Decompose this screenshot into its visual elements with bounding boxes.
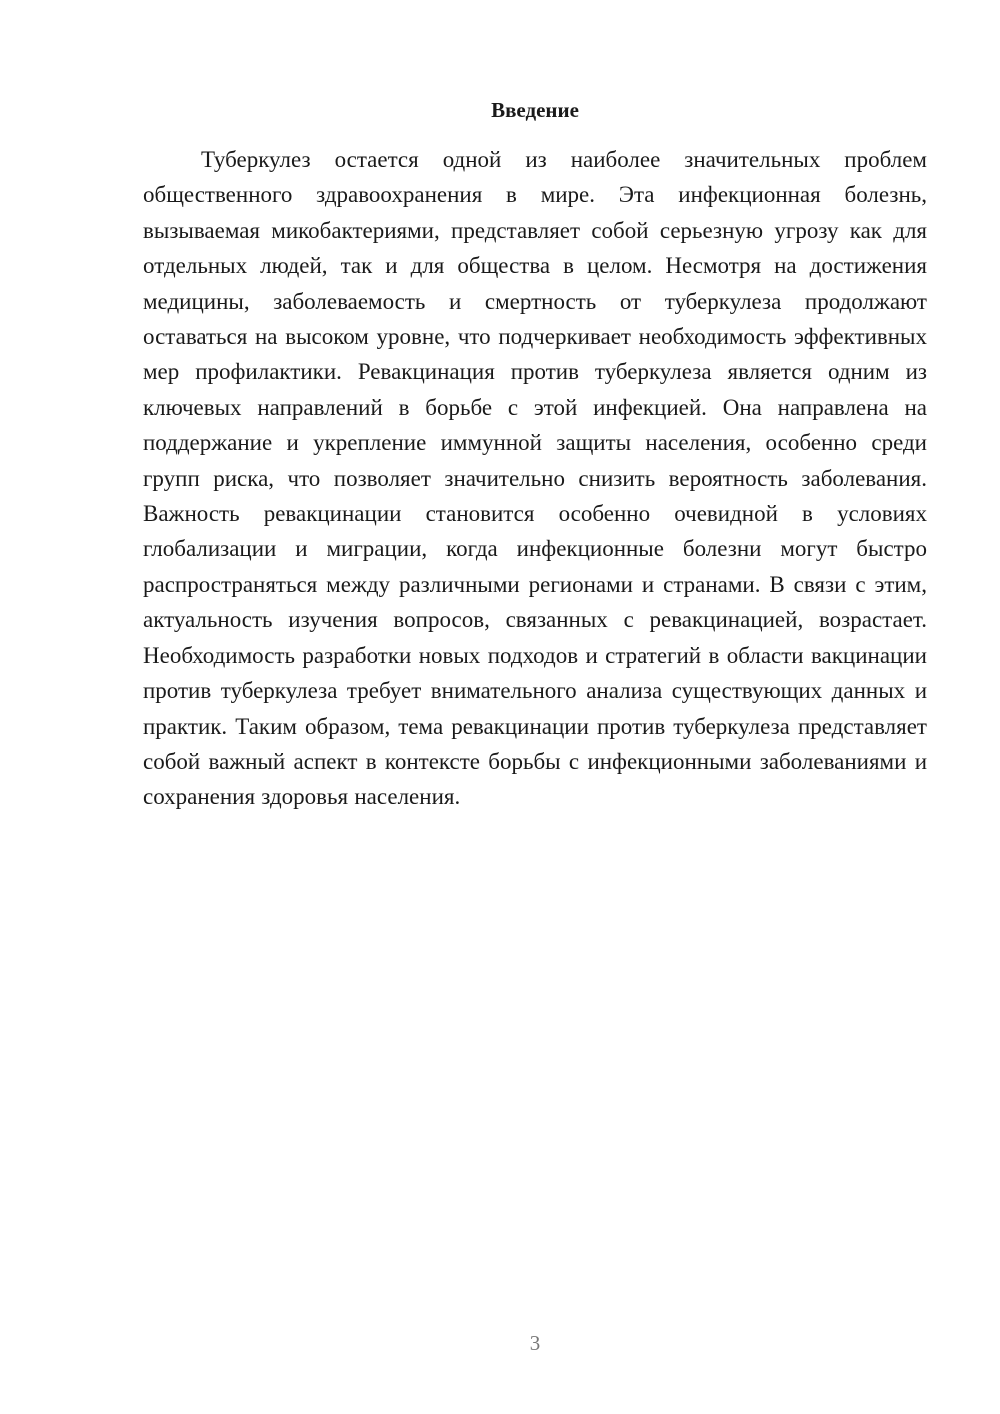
section-heading: Введение bbox=[491, 98, 579, 122]
page-number: 3 bbox=[529, 1331, 541, 1355]
body-paragraph: Туберкулез остается одной из наиболее значительных проблем общественного здравоохранения в мире. Эта инфекционная болезнь, вызываемая микобактериями, представляет собой серьезную угрозу как для отдельных людей, так и для общества в целом. Несмотря на достижения медицины, заболеваемость и смертность от туберкулеза продолжают оставаться на высоком уровне, что подчеркивает необходимость эффективных мер профилактики. Ревакцинация против туберкулеза является одним из ключевых направлений в борьбе с этой инфекцией. Она направлена на поддержание и укрепление иммунной защиты населения, особенно среди групп риска, что позволяет значительно снизить вероятность заболевания. Важность ревакцинации становится особенно очевидной в условиях глобализации и миграции, когда инфекционные болезни могут быстро распространяться между различными регионами и странами. В связи с этим, актуальность изучения вопросов, связанных с ревакцинацией, возрастает. Необходимость разработки новых подходов и стратегий в области вакцинации против туберкулеза требует внимательного анализа существующих данных и практик. Таким образом, тема ревакцинации против туберкулеза представляет собой важный аспект в контексте борьбы с инфекционными заболеваниями и сохранения здоровья населения. bbox=[143, 147, 927, 810]
